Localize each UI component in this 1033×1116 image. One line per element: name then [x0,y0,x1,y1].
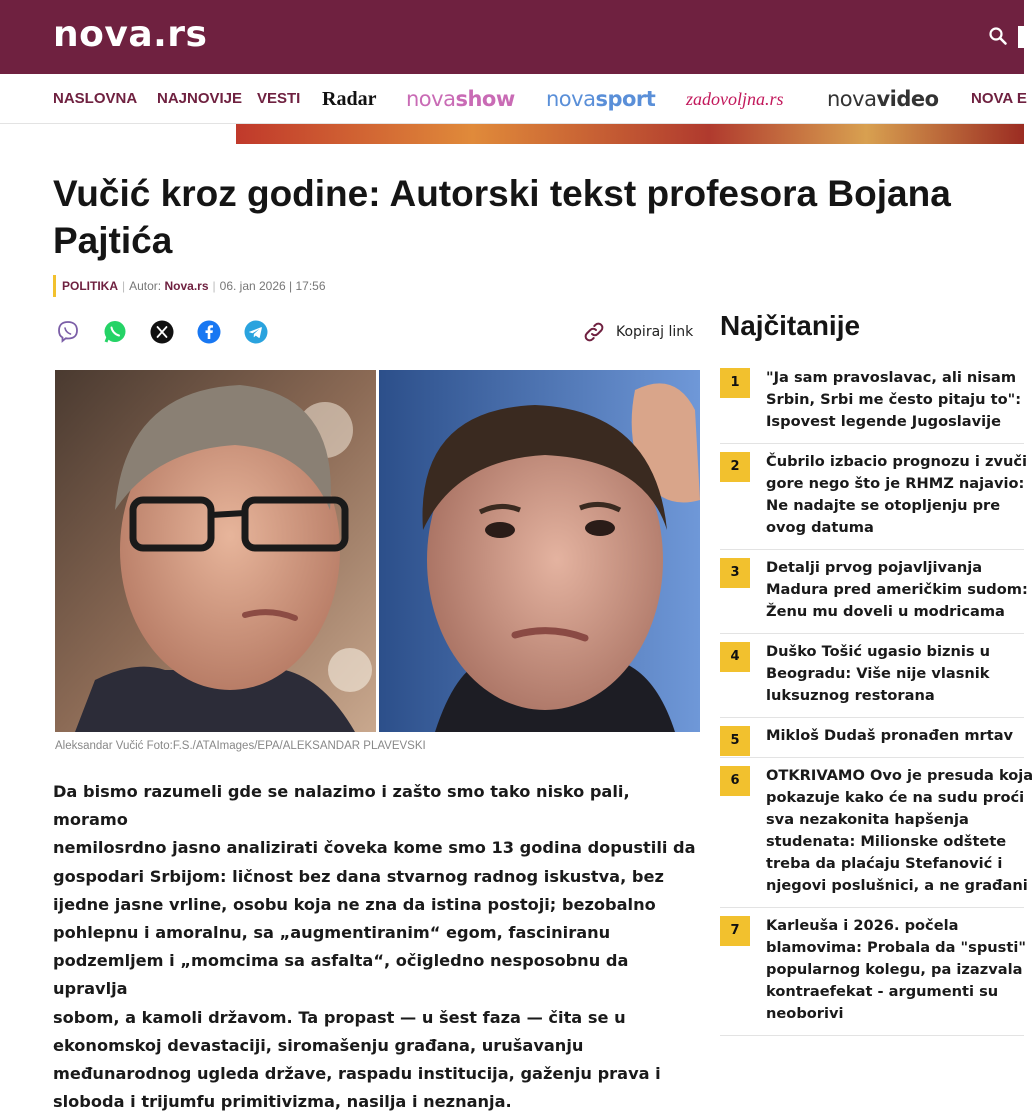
most-read-headline-line: ovog datuma [766,519,874,536]
most-read-headline-line: Mikloš Dudaš pronađen mrtav [766,727,1014,744]
most-read-headline-line: luksuznog restorana [766,687,935,704]
nav-item-novasport[interactable] [546,74,655,124]
most-read-headline-line: gore nego što je RHMZ najavio: [766,475,1025,492]
link-icon [582,320,606,344]
most-read-headline-line: Karleuša i 2026. počela [766,917,959,934]
most-read-headline-line: neoborivi [766,1005,844,1022]
most-read-headline-line: Čubrilo izbacio prognozu i zvuči [766,453,1028,470]
most-read-headline-line: Duško Tošić ugasio biznis u [766,643,991,660]
most-read-headline-line: kontraefekat - argumenti su [766,983,999,1000]
rank-number-badge: 5 [720,726,750,756]
most-read-headline-line: Ne nadajte se otopljenju pre [766,497,1001,514]
main-nav [0,74,1027,124]
most-read-headline-line: Srbin, Srbi me često pitaju to": [766,391,1022,408]
photo-caption: Aleksandar Vučić Foto:F.S./ATAImages/EPA/ALEKSANDAR PLAVEVSKI [55,740,426,752]
nav-item-najnovije[interactable]: NAJNOVIJE [157,90,243,107]
search-icon[interactable] [988,26,1008,46]
copy-link-button[interactable] [582,318,693,346]
most-read-headline-line: OTKRIVAMO Ovo je presuda koja [766,767,1033,784]
most-read-list [720,360,1033,1036]
top-header-bar [0,0,1024,74]
nav-brand-suffix: show [455,87,515,111]
lead-line: podzemljem i „momcima sa asfalta“, očigledno nesposobnu da upravlja [53,951,629,999]
most-read-headline-line: Ispovest legende Jugoslavije [766,413,1002,430]
most-read-title: Najčitanije [720,310,861,341]
article-headline: Vučić kroz godine: Autorski tekst profesora Bojana Pajtića [53,173,951,261]
lead-line: sloboda i trijumfu primitivizma, nasilja i neznanja. [53,1092,512,1112]
most-read-item[interactable] [720,444,1028,550]
rank-number-badge: 3 [720,558,750,588]
viber-icon[interactable] [55,319,81,345]
most-read-headline-line: "Ja sam pravoslavac, ali nisam [766,369,1017,386]
rank-number-badge: 7 [720,916,750,946]
most-read-headline-line: njegovi poslušnici, a ne građani [766,877,1028,894]
nav-brand-suffix: video [876,87,939,111]
lead-line: međunarodnog ugleda države, raspadu institucija, gaženju prava i [53,1064,661,1084]
most-read-item[interactable] [720,634,1024,718]
most-read-item[interactable] [720,908,1024,1036]
x-icon[interactable] [149,319,175,345]
nav-item-naslovna[interactable]: NASLOVNA [53,90,138,107]
rank-number-badge: 2 [720,452,750,482]
lead-line: sobom, a kamoli državom. Ta propast — u šest faza — čita se u [53,1007,626,1027]
article-meta: POLITIKA | Autor: Nova.rs | 06. jan 2026 | 17:56 [53,275,326,297]
ad-banner[interactable] [236,124,1024,144]
lead-line: Da bismo razumeli gde se nalazimo i zašto smo tako nisko pali, moramo [53,782,630,830]
most-read-item[interactable] [720,758,1033,908]
nav-item-vesti[interactable]: VESTI [257,90,301,107]
article-category[interactable]: POLITIKA [62,279,118,293]
most-read-headline-line: popularnog kolegu, pa izazvala [766,961,1023,978]
nav-item-novashow[interactable] [406,74,515,124]
nav-brand-prefix: nova [827,87,877,111]
most-read-headline-line: Detalji prvog pojavljivanja [766,559,983,576]
menu-icon-edge[interactable] [1018,26,1024,48]
nav-brand-prefix: nova [406,87,456,111]
most-read-headline-line: Beogradu: Više nije vlasnik [766,665,990,682]
rank-number-badge: 6 [720,766,750,796]
article-lead [53,778,703,1116]
lead-line: ijedne jasne vrline, osobu koja ne zna da istina postoji; bezobalno [53,894,656,914]
lead-line: pohlepnu i amoralnu, sa „augmentiranim“ egom, fasciniranu [53,923,611,943]
nav-item-nova-e[interactable]: NOVA E [971,90,1027,107]
most-read-item[interactable] [720,550,1028,634]
most-read-headline-line: Ženu mu doveli u modricama [766,603,1005,620]
article-date: 06. jan 2026 | 17:56 [219,279,326,293]
copy-link-label: Kopiraj link [616,324,694,340]
most-read-headline-line: treba da plaćaju Stefanović i [766,855,1003,872]
most-read-headline-line: pokazuje kako će na sudu proći [766,789,1025,806]
most-read-headline-line: blamovima: Probala da "spusti" [766,939,1026,956]
nav-brand-prefix: nova [546,87,596,111]
most-read-item[interactable] [720,360,1024,444]
site-logo[interactable]: nova.rs [53,14,208,55]
nav-item-novavideo[interactable] [827,74,939,124]
article-author[interactable]: Nova.rs [164,279,209,293]
facebook-icon[interactable] [196,319,222,345]
telegram-icon[interactable] [243,319,269,345]
most-read-headline-line: sva nezakonita hapšenja [766,811,969,828]
rank-number-badge: 1 [720,368,750,398]
lead-line: gospodari Srbijom: ličnost bez dana stvarnog radnog iskustva, bez [53,866,664,886]
most-read-item[interactable] [720,718,1024,758]
whatsapp-icon[interactable] [102,319,128,345]
author-prefix: Autor: [129,279,162,293]
most-read-headline-line: Madura pred američkim sudom: [766,581,1028,598]
nav-item-zadovoljna[interactable]: zadovoljna.rs [686,89,784,109]
nav-brand-suffix: sport [595,87,656,111]
nav-item-radar[interactable]: Radar [322,88,377,110]
rank-number-badge: 4 [720,642,750,672]
article-photo-illustration [55,370,700,732]
article-photo[interactable] [55,370,700,732]
most-read-headline-line: studenata: Milionske odštete [766,833,1007,850]
lead-line: ekonomskoj devastaciji, siromašenju građana, urušavanju [53,1035,584,1055]
lead-line: nemilosrdno jasno analizirati čoveka kome smo 13 godina dopustili da [53,838,696,858]
